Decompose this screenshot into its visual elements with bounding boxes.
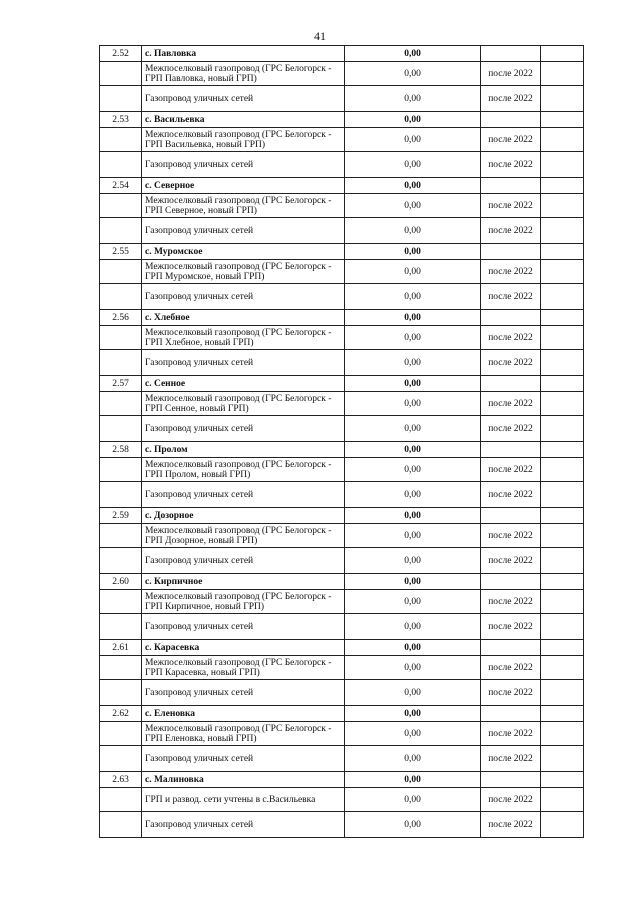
row-name-cell: Межпоселковый газопровод (ГРС Белогорск - ГРП Кирпичное, новый ГРП): [142, 590, 345, 614]
row-number-cell: [100, 260, 142, 284]
row-value-cell: 0,00: [345, 152, 481, 178]
row-year-cell: после 2022: [481, 326, 541, 350]
row-empty-cell: [541, 152, 584, 178]
row-number-cell: [100, 524, 142, 548]
row-name-cell: с. Муромское: [142, 244, 345, 260]
row-year-cell: после 2022: [481, 128, 541, 152]
row-number-cell: 2.57: [100, 376, 142, 392]
table-row: [100, 458, 584, 482]
table-row: [100, 152, 584, 178]
row-empty-cell: [541, 260, 584, 284]
table-row: [100, 86, 584, 112]
row-name-cell: с. Васильевка: [142, 112, 345, 128]
row-number-cell: [100, 788, 142, 812]
row-value-cell: 0,00: [345, 458, 481, 482]
row-empty-cell: [541, 128, 584, 152]
row-number-cell: 2.56: [100, 310, 142, 326]
row-year-cell: после 2022: [481, 416, 541, 442]
row-name-cell: Газопровод уличных сетей: [142, 284, 345, 310]
table-row: [100, 548, 584, 574]
row-value-cell: 0,00: [345, 508, 481, 524]
row-number-cell: [100, 416, 142, 442]
table-row: [100, 746, 584, 772]
row-empty-cell: [541, 194, 584, 218]
row-empty-cell: [541, 442, 584, 458]
row-number-cell: [100, 218, 142, 244]
row-name-cell: Газопровод уличных сетей: [142, 680, 345, 706]
row-number-cell: [100, 350, 142, 376]
row-year-cell: после 2022: [481, 614, 541, 640]
settlement-row: [100, 640, 584, 656]
table-row: [100, 656, 584, 680]
table-row: [100, 416, 584, 442]
table-row: [100, 194, 584, 218]
row-empty-cell: [541, 112, 584, 128]
row-value-cell: 0,00: [345, 680, 481, 706]
row-year-cell: после 2022: [481, 548, 541, 574]
row-name-cell: с. Пролом: [142, 442, 345, 458]
table-row: [100, 392, 584, 416]
settlement-row: [100, 574, 584, 590]
table-row: [100, 590, 584, 614]
row-name-cell: Газопровод уличных сетей: [142, 350, 345, 376]
table-body: [100, 46, 584, 838]
row-number-cell: [100, 392, 142, 416]
row-empty-cell: [541, 244, 584, 260]
page-number: 41: [314, 29, 326, 43]
settlement-row: [100, 244, 584, 260]
row-empty-cell: [541, 788, 584, 812]
row-empty-cell: [541, 746, 584, 772]
row-empty-cell: [541, 680, 584, 706]
row-number-cell: 2.63: [100, 772, 142, 788]
row-value-cell: 0,00: [345, 706, 481, 722]
row-number-cell: [100, 590, 142, 614]
row-name-cell: Межпоселковый газопровод (ГРС Белогорск - ГРП Пролом, новый ГРП): [142, 458, 345, 482]
row-empty-cell: [541, 326, 584, 350]
row-value-cell: 0,00: [345, 46, 481, 62]
row-value-cell: 0,00: [345, 86, 481, 112]
row-value-cell: 0,00: [345, 194, 481, 218]
row-name-cell: Межпоселковый газопровод (ГРС Белогорск - ГРП Дозорное, новый ГРП): [142, 524, 345, 548]
row-number-cell: [100, 746, 142, 772]
row-year-cell: [481, 376, 541, 392]
row-number-cell: [100, 614, 142, 640]
row-name-cell: Межпоселковый газопровод (ГРС Белогорск - ГРП Муромское, новый ГРП): [142, 260, 345, 284]
table-row: [100, 680, 584, 706]
row-value-cell: 0,00: [345, 772, 481, 788]
settlement-row: [100, 112, 584, 128]
row-name-cell: с. Дозорное: [142, 508, 345, 524]
row-value-cell: 0,00: [345, 310, 481, 326]
row-value-cell: 0,00: [345, 590, 481, 614]
row-value-cell: 0,00: [345, 656, 481, 680]
row-year-cell: после 2022: [481, 86, 541, 112]
row-name-cell: с. Еленовка: [142, 706, 345, 722]
gas-pipeline-table: [99, 45, 584, 838]
row-year-cell: после 2022: [481, 62, 541, 86]
row-name-cell: Газопровод уличных сетей: [142, 152, 345, 178]
row-value-cell: 0,00: [345, 722, 481, 746]
row-name-cell: Газопровод уличных сетей: [142, 746, 345, 772]
row-year-cell: [481, 112, 541, 128]
row-name-cell: с. Малиновка: [142, 772, 345, 788]
settlement-row: [100, 706, 584, 722]
row-year-cell: после 2022: [481, 194, 541, 218]
table-row: [100, 218, 584, 244]
row-number-cell: [100, 128, 142, 152]
row-name-cell: Газопровод уличных сетей: [142, 86, 345, 112]
row-empty-cell: [541, 548, 584, 574]
row-empty-cell: [541, 656, 584, 680]
row-name-cell: с. Северное: [142, 178, 345, 194]
row-year-cell: [481, 46, 541, 62]
row-name-cell: ГРП и развод. сети учтены в с.Васильевка: [142, 788, 345, 812]
row-number-cell: [100, 548, 142, 574]
row-year-cell: после 2022: [481, 524, 541, 548]
row-empty-cell: [541, 284, 584, 310]
row-number-cell: [100, 62, 142, 86]
row-empty-cell: [541, 772, 584, 788]
row-value-cell: 0,00: [345, 326, 481, 350]
row-name-cell: Газопровод уличных сетей: [142, 614, 345, 640]
row-value-cell: 0,00: [345, 640, 481, 656]
row-name-cell: Межпоселковый газопровод (ГРС Белогорск - ГРП Сенное, новый ГРП): [142, 392, 345, 416]
row-year-cell: [481, 442, 541, 458]
row-value-cell: 0,00: [345, 746, 481, 772]
row-name-cell: с. Хлебное: [142, 310, 345, 326]
row-value-cell: 0,00: [345, 574, 481, 590]
row-year-cell: [481, 178, 541, 194]
row-year-cell: [481, 310, 541, 326]
row-empty-cell: [541, 62, 584, 86]
settlement-row: [100, 178, 584, 194]
row-empty-cell: [541, 722, 584, 746]
row-year-cell: после 2022: [481, 458, 541, 482]
row-year-cell: после 2022: [481, 680, 541, 706]
row-name-cell: Газопровод уличных сетей: [142, 416, 345, 442]
row-value-cell: 0,00: [345, 482, 481, 508]
row-empty-cell: [541, 392, 584, 416]
row-value-cell: 0,00: [345, 218, 481, 244]
row-empty-cell: [541, 458, 584, 482]
row-year-cell: после 2022: [481, 284, 541, 310]
row-name-cell: Межпоселковый газопровод (ГРС Белогорск - ГРП Хлебное, новый ГРП): [142, 326, 345, 350]
row-year-cell: после 2022: [481, 392, 541, 416]
table-row: [100, 482, 584, 508]
settlement-row: [100, 46, 584, 62]
row-empty-cell: [541, 590, 584, 614]
row-value-cell: 0,00: [345, 284, 481, 310]
table-row: [100, 524, 584, 548]
row-year-cell: после 2022: [481, 350, 541, 376]
row-empty-cell: [541, 218, 584, 244]
row-number-cell: [100, 194, 142, 218]
row-number-cell: [100, 284, 142, 310]
row-name-cell: с. Павловка: [142, 46, 345, 62]
table-row: [100, 260, 584, 284]
row-number-cell: [100, 458, 142, 482]
row-year-cell: [481, 244, 541, 260]
table-row: [100, 128, 584, 152]
row-year-cell: [481, 508, 541, 524]
row-empty-cell: [541, 376, 584, 392]
row-value-cell: 0,00: [345, 392, 481, 416]
row-name-cell: Межпоселковый газопровод (ГРС Белогорск - ГРП Северное, новый ГРП): [142, 194, 345, 218]
row-year-cell: после 2022: [481, 152, 541, 178]
row-number-cell: 2.61: [100, 640, 142, 656]
row-year-cell: после 2022: [481, 590, 541, 614]
row-empty-cell: [541, 812, 584, 838]
settlement-row: [100, 508, 584, 524]
row-year-cell: [481, 640, 541, 656]
row-year-cell: [481, 706, 541, 722]
row-empty-cell: [541, 310, 584, 326]
row-name-cell: Межпоселковый газопровод (ГРС Белогорск - ГРП Павловка, новый ГРП): [142, 62, 345, 86]
row-number-cell: [100, 152, 142, 178]
row-number-cell: 2.58: [100, 442, 142, 458]
row-year-cell: после 2022: [481, 812, 541, 838]
row-value-cell: 0,00: [345, 376, 481, 392]
row-empty-cell: [541, 574, 584, 590]
row-empty-cell: [541, 86, 584, 112]
row-number-cell: 2.62: [100, 706, 142, 722]
row-empty-cell: [541, 614, 584, 640]
table-row: [100, 326, 584, 350]
row-empty-cell: [541, 416, 584, 442]
row-year-cell: после 2022: [481, 656, 541, 680]
row-number-cell: 2.60: [100, 574, 142, 590]
row-name-cell: Газопровод уличных сетей: [142, 548, 345, 574]
row-name-cell: Межпоселковый газопровод (ГРС Белогорск - ГРП Васильевка, новый ГРП): [142, 128, 345, 152]
row-name-cell: Газопровод уличных сетей: [142, 812, 345, 838]
row-number-cell: [100, 86, 142, 112]
row-value-cell: 0,00: [345, 62, 481, 86]
row-value-cell: 0,00: [345, 812, 481, 838]
row-number-cell: [100, 722, 142, 746]
row-year-cell: [481, 772, 541, 788]
settlement-row: [100, 442, 584, 458]
row-name-cell: с. Сенное: [142, 376, 345, 392]
table-row: [100, 350, 584, 376]
row-name-cell: Газопровод уличных сетей: [142, 218, 345, 244]
row-value-cell: 0,00: [345, 350, 481, 376]
row-name-cell: Межпоселковый газопровод (ГРС Белогорск - ГРП Еленовка, новый ГРП): [142, 722, 345, 746]
row-value-cell: 0,00: [345, 260, 481, 284]
row-number-cell: 2.59: [100, 508, 142, 524]
table-row: [100, 812, 584, 838]
row-number-cell: [100, 482, 142, 508]
row-year-cell: после 2022: [481, 218, 541, 244]
row-name-cell: Межпоселковый газопровод (ГРС Белогорск - ГРП Карасевка, новый ГРП): [142, 656, 345, 680]
row-name-cell: с. Кирпичное: [142, 574, 345, 590]
row-value-cell: 0,00: [345, 442, 481, 458]
row-value-cell: 0,00: [345, 524, 481, 548]
row-year-cell: после 2022: [481, 260, 541, 284]
row-year-cell: после 2022: [481, 788, 541, 812]
row-number-cell: [100, 326, 142, 350]
row-value-cell: 0,00: [345, 788, 481, 812]
row-empty-cell: [541, 706, 584, 722]
settlement-row: [100, 310, 584, 326]
table-row: [100, 788, 584, 812]
row-number-cell: [100, 680, 142, 706]
row-empty-cell: [541, 178, 584, 194]
table-row: [100, 62, 584, 86]
table-row: [100, 614, 584, 640]
row-value-cell: 0,00: [345, 416, 481, 442]
row-value-cell: 0,00: [345, 548, 481, 574]
row-year-cell: после 2022: [481, 722, 541, 746]
table-row: [100, 284, 584, 310]
row-empty-cell: [541, 508, 584, 524]
row-value-cell: 0,00: [345, 112, 481, 128]
row-number-cell: 2.52: [100, 46, 142, 62]
row-name-cell: Газопровод уличных сетей: [142, 482, 345, 508]
row-empty-cell: [541, 482, 584, 508]
row-year-cell: [481, 574, 541, 590]
row-number-cell: [100, 656, 142, 680]
row-number-cell: 2.55: [100, 244, 142, 260]
row-number-cell: 2.54: [100, 178, 142, 194]
row-empty-cell: [541, 640, 584, 656]
row-number-cell: [100, 812, 142, 838]
row-number-cell: 2.53: [100, 112, 142, 128]
settlement-row: [100, 772, 584, 788]
settlement-row: [100, 376, 584, 392]
row-empty-cell: [541, 46, 584, 62]
row-value-cell: 0,00: [345, 614, 481, 640]
row-empty-cell: [541, 350, 584, 376]
row-year-cell: после 2022: [481, 746, 541, 772]
row-value-cell: 0,00: [345, 244, 481, 260]
row-value-cell: 0,00: [345, 128, 481, 152]
row-empty-cell: [541, 524, 584, 548]
table-row: [100, 722, 584, 746]
row-year-cell: после 2022: [481, 482, 541, 508]
row-name-cell: с. Карасевка: [142, 640, 345, 656]
row-value-cell: 0,00: [345, 178, 481, 194]
